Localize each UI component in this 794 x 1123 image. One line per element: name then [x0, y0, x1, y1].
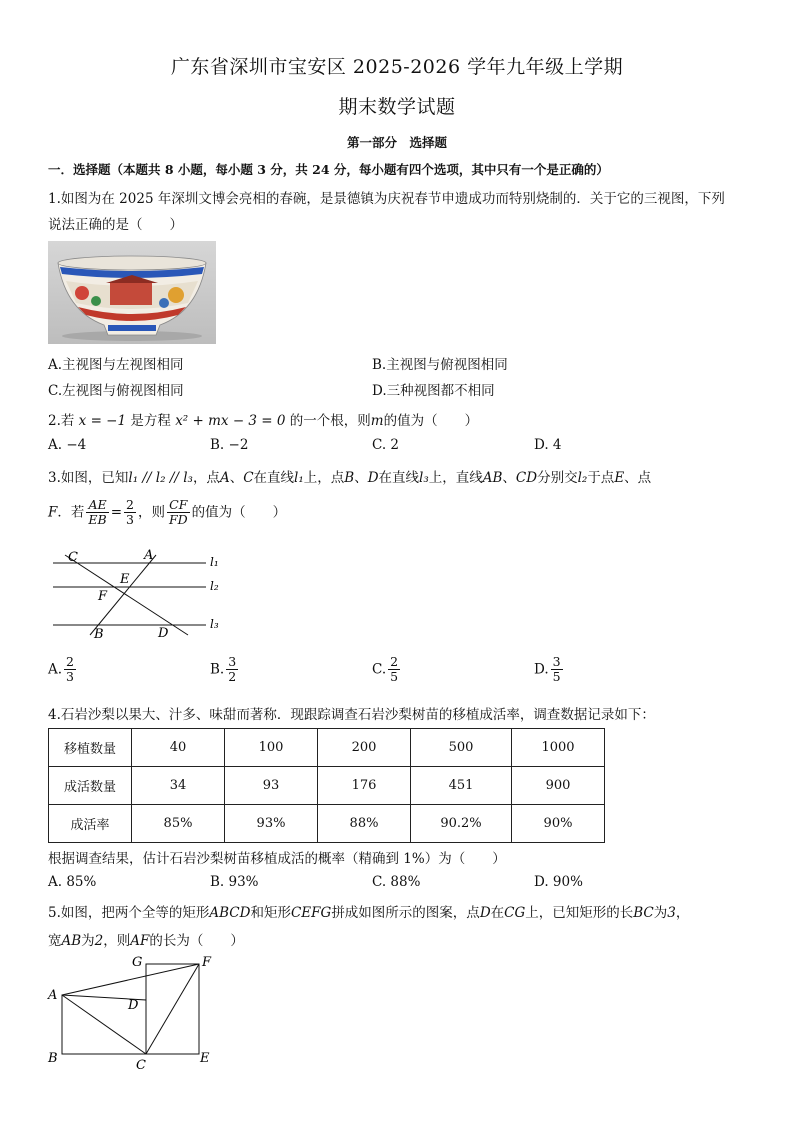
q3-option-c — [372, 655, 402, 685]
q3-t13: ．若 — [57, 504, 85, 521]
q5-m-2: 2 — [94, 933, 104, 949]
table-cell: 176 — [318, 767, 411, 805]
q5-t1: 5.如图，把两个全等的矩形 — [48, 905, 210, 921]
q3-t5: 上，点 — [303, 470, 345, 486]
q5-m-abcd: ABCD — [209, 905, 251, 921]
fig-label-d: D — [128, 998, 139, 1013]
q3-option-a — [48, 655, 78, 685]
q4-stem: 4.石岩沙梨以果大、汁多、味甜而著称．现跟踪调查石岩沙梨树苗的移植成活率，调查数据记录如下： — [48, 707, 655, 723]
table-row — [49, 767, 605, 805]
q5-stem-line2 — [48, 929, 244, 949]
q3-t3: 、 — [229, 470, 244, 486]
frac-den: FD — [168, 512, 188, 528]
q5-m-bc: BC — [633, 905, 654, 921]
q3-m-l2: l₂ — [577, 470, 588, 486]
table-cell: 500 — [411, 729, 512, 767]
q5-t10: ，则 — [103, 933, 131, 949]
q2-option-a: A. −4 — [48, 437, 87, 453]
table-cell: 100 — [225, 729, 318, 767]
frac-num: 2 — [390, 654, 399, 669]
fig-label-a: A — [144, 548, 154, 563]
frac-den: 5 — [552, 669, 561, 685]
q3-equals: = — [110, 504, 122, 521]
q2-math-root: x = −1 — [78, 413, 127, 429]
frac-num: 2 — [66, 654, 74, 669]
q5-t8: 宽 — [48, 933, 62, 949]
q4-option-c: C. 88% — [372, 874, 421, 890]
q2-text-4: 的值为（ ） — [383, 413, 479, 429]
part-heading: 第一部分 选择题 — [346, 135, 447, 150]
table-row — [49, 805, 605, 843]
table-cell: 1000 — [512, 729, 605, 767]
q3-m-d: D — [367, 470, 379, 486]
q3-parallel-lines-figure — [48, 545, 228, 645]
q5-rectangles-figure — [44, 952, 224, 1074]
table-row — [49, 729, 605, 767]
q5-t4: 在 — [490, 905, 505, 921]
fig-label-l2: l₂ — [210, 579, 219, 593]
q3-t15: 的值为（ ） — [191, 504, 287, 521]
q3-option-a-fraction — [64, 655, 76, 685]
frac-den: 5 — [390, 669, 399, 685]
opt-label: B. — [210, 661, 225, 678]
q3-option-d-fraction — [551, 655, 563, 685]
q2-option-d: D. 4 — [534, 437, 562, 453]
frac-den: 3 — [66, 669, 74, 685]
q3-t8: 上，直线 — [428, 470, 483, 486]
q2-text-2: 是方程 — [126, 413, 176, 429]
bowl-image — [48, 241, 216, 344]
frac-num: 3 — [552, 654, 561, 669]
q5-m-3: 3 — [667, 905, 676, 921]
table-cell: 88% — [318, 805, 411, 843]
frac-den: 3 — [126, 512, 134, 528]
q1-stem-line2: 说法正确的是（ ） — [48, 217, 183, 233]
q3-t11: 于点 — [587, 470, 615, 486]
fig-label-c: C — [136, 1058, 146, 1073]
q3-t14: ，则 — [137, 504, 165, 521]
q4-survey-table — [48, 728, 605, 843]
table-cell: 90.2% — [411, 805, 512, 843]
q4-option-b: B. 93% — [210, 874, 259, 890]
frac-num: 2 — [126, 497, 134, 512]
q5-t3: 拼成如图所示的图案，点 — [331, 905, 480, 921]
q2-option-c: C. 2 — [372, 437, 400, 453]
q3-m-a: A — [219, 470, 230, 486]
bowl-illustration — [48, 241, 216, 344]
q3-t9: 、 — [502, 470, 516, 486]
q3-option-d — [534, 655, 565, 685]
table-cell: 90% — [512, 805, 605, 843]
q3-fraction-2-3 — [124, 498, 136, 528]
q5-m-cg: CG — [504, 905, 526, 921]
table-cell: 93% — [225, 805, 318, 843]
table-cell: 成活率 — [49, 805, 132, 843]
line-cd — [65, 555, 188, 635]
q3-stem-line1 — [48, 466, 651, 486]
q3-m-l1: l₁ — [294, 470, 304, 486]
opt-label: A. — [48, 661, 63, 678]
exam-subtitle: 期末数学试题 — [338, 96, 456, 118]
segment-cf — [146, 964, 199, 1054]
q5-t6: 为 — [653, 905, 668, 921]
q5-m-d: D — [479, 905, 491, 921]
fig-label-a: A — [48, 988, 58, 1003]
q2-math-m: m — [370, 413, 384, 429]
fig-label-b: B — [48, 1051, 58, 1066]
table-cell: 93 — [225, 767, 318, 805]
segment-af — [62, 964, 199, 995]
q5-t7: ， — [675, 905, 690, 921]
fig-label-l3: l₃ — [210, 617, 219, 631]
q5-t11: 的长为（ ） — [149, 933, 244, 949]
q5-m-ab: AB — [61, 933, 82, 949]
q3-fraction-ae-eb — [86, 498, 108, 528]
q1-option-b: B.主视图与俯视图相同 — [372, 357, 508, 373]
q5-t5: 上，已知矩形的长 — [525, 905, 634, 921]
q1-option-c: C.左视图与俯视图相同 — [48, 383, 184, 399]
q3-option-c-fraction — [388, 655, 400, 685]
table-cell: 451 — [411, 767, 512, 805]
q3-t4: 在直线 — [253, 470, 295, 486]
q3-stem-line2 — [48, 498, 286, 528]
table-cell: 移植数量 — [49, 729, 132, 767]
opt-label: D. — [534, 661, 549, 678]
table-cell: 34 — [132, 767, 225, 805]
q3-t12: 、点 — [624, 470, 652, 486]
frac-num: CF — [167, 498, 190, 513]
q3-m-c: C — [243, 470, 254, 486]
fig-label-d: D — [158, 626, 169, 641]
fig-label-c: C — [68, 550, 78, 565]
fig-label-b: B — [94, 627, 104, 642]
q3-t10: 分别交 — [537, 470, 578, 486]
q3-fraction-cf-fd — [167, 498, 190, 528]
frac-den: EB — [88, 512, 107, 528]
q4-option-a: A. 85% — [48, 874, 97, 890]
q3-t7: 在直线 — [378, 470, 420, 486]
q2-option-b: B. −2 — [210, 437, 249, 453]
q3-t1: 3.如图，已知 — [48, 470, 129, 486]
fig-label-e: E — [200, 1051, 210, 1066]
q3-m-e: E — [614, 470, 625, 486]
q4-question: 根据调查结果，估计石岩沙梨树苗移植成活的概率（精确到 1%）为（ ） — [48, 851, 506, 867]
fig-label-l1: l₁ — [210, 555, 219, 569]
q4-option-d: D. 90% — [534, 874, 583, 890]
q3-m-f: F — [48, 504, 58, 521]
opt-label: C. — [372, 661, 387, 678]
table-cell: 200 — [318, 729, 411, 767]
q2-stem — [48, 409, 478, 429]
q1-option-a: A.主视图与左视图相同 — [48, 357, 184, 373]
fig-label-g: G — [132, 955, 143, 970]
table-cell: 900 — [512, 767, 605, 805]
exam-title: 广东省深圳市宝安区 2025-2026 学年九年级上学期 — [170, 56, 624, 78]
table-cell: 成活数量 — [49, 767, 132, 805]
q5-m-af: AF — [130, 933, 150, 949]
q1-option-d: D.三种视图都不相同 — [372, 383, 495, 399]
q2-text-1: 2.若 — [48, 413, 79, 429]
q5-t9: 为 — [81, 933, 95, 949]
q3-option-b — [210, 655, 240, 685]
q3-option-b-fraction — [226, 655, 238, 685]
q1-stem-line1: 1.如图为在 2025 年深圳文博会亮相的春碗，是景德镇为庆祝春节申遗成功而特别烧制的．关于它的三视图，下列 — [48, 191, 725, 207]
fig-label-f: F — [98, 589, 108, 604]
table-cell: 85% — [132, 805, 225, 843]
fig-label-e: E — [120, 572, 130, 587]
q3-m-cd: CD — [515, 470, 538, 486]
q5-stem-line1 — [48, 901, 689, 921]
q2-math-equation: x² + mx − 3 = 0 — [175, 413, 286, 429]
q3-m-parallel: l₁ // l₂ // l₃ — [128, 470, 193, 486]
q5-m-cefg: CEFG — [290, 905, 332, 921]
q3-m-b: B — [344, 470, 355, 486]
frac-num: 3 — [228, 654, 237, 669]
section-heading: 一．选择题（本题共 8 小题，每小题 3 分，共 24 分，每小题有四个选项，其中只有一个是正确的） — [48, 162, 609, 177]
fig-label-f: F — [202, 955, 212, 970]
table-cell: 40 — [132, 729, 225, 767]
q2-text-3: 的一个根，则 — [285, 413, 371, 429]
q3-m-l3: l₃ — [419, 470, 429, 486]
q3-t6: 、 — [354, 470, 368, 486]
frac-den: 2 — [228, 669, 237, 685]
frac-num: AE — [86, 498, 108, 513]
q3-m-ab: AB — [482, 470, 503, 486]
q5-t2: 和矩形 — [250, 905, 291, 921]
q3-t2: ，点 — [192, 470, 220, 486]
